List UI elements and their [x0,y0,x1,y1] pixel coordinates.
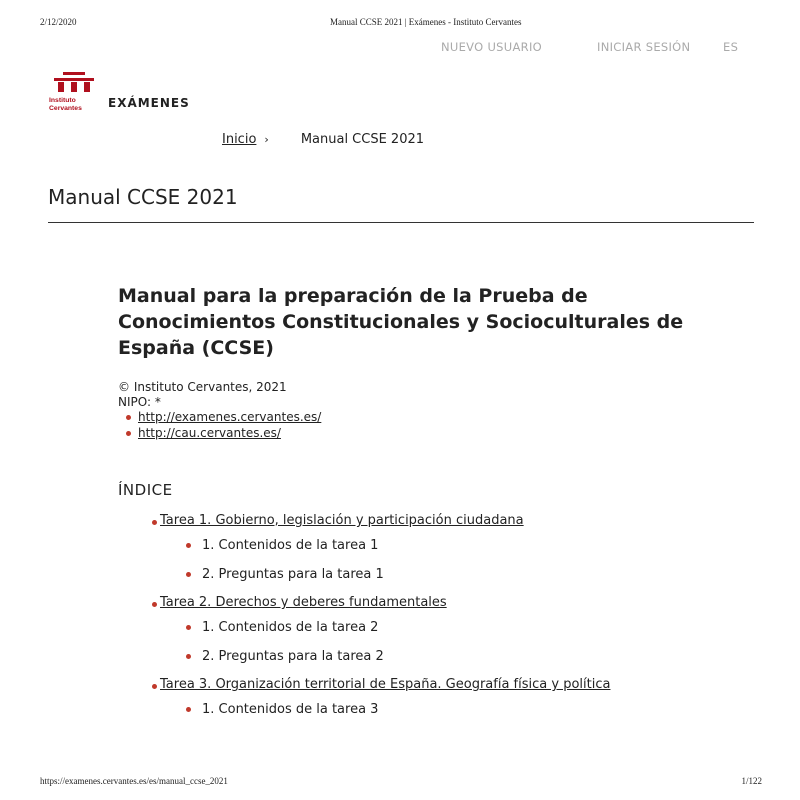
language-selector[interactable]: ES [723,40,739,54]
toc-sub-label[interactable]: 1. Contenidos de la tarea 2 [202,620,379,635]
logo-mark [54,72,94,92]
logo-line1: Instituto [49,97,76,104]
breadcrumb-current: Manual CCSE 2021 [300,132,425,147]
bullet-icon [152,520,157,525]
instituto-cervantes-logo[interactable] [48,72,100,114]
toc-sub-item[interactable] [150,648,690,665]
breadcrumb-separator-icon: › [264,133,269,146]
print-footer [0,770,800,800]
breadcrumb-home-link[interactable]: Inicio [222,132,257,147]
print-page-title: Manual CCSE 2021 | Exámenes - Instituto Cervantes [330,17,522,27]
toc-sub-item[interactable] [150,701,690,718]
bullet-icon [186,707,191,712]
list-item [124,409,321,425]
bullet-icon [152,602,157,607]
toc-sub-item[interactable] [150,537,690,554]
toc-task-3-link[interactable]: Tarea 3. Organización territorial de España. Geografía física y política [160,677,611,692]
toc-sub-item[interactable] [150,619,690,636]
toc-task-1-link[interactable]: Tarea 1. Gobierno, legislación y participación ciudadana [160,513,524,528]
bullet-icon [186,572,191,577]
print-date: 2/12/2020 [40,17,77,27]
bullet-icon [152,684,157,689]
brand-examenes[interactable]: EXÁMENES [108,96,190,110]
logo-line2: Cervantes [49,105,82,112]
bullet-icon [186,654,191,659]
toc-task-2-link[interactable]: Tarea 2. Derechos y deberes fundamentales [160,595,447,610]
document-meta [118,380,287,410]
login-link[interactable]: INICIAR SESIÓN [597,40,691,54]
copyright-text: © Instituto Cervantes, 2021 [118,380,287,394]
toc-task-3[interactable] [150,676,690,693]
nipo-text: NIPO: * [118,395,161,409]
print-url: https://examenes.cervantes.es/es/manual_ccse_2021 [40,776,228,786]
index-heading: ÍNDICE [118,481,173,499]
bullet-icon [126,415,131,420]
toc-sub-label[interactable]: 1. Contenidos de la tarea 1 [202,538,379,553]
table-of-contents [150,512,690,718]
bullet-icon [126,431,131,436]
new-user-link[interactable]: NUEVO USUARIO [441,40,542,54]
breadcrumb [222,132,424,147]
page-title: Manual CCSE 2021 [48,185,238,209]
list-item [124,425,321,441]
document-title: Manual para la preparación de la Prueba de Conocimientos Constitucionales y Socioculturales de España (CCSE) [118,285,684,359]
toc-task-2[interactable] [150,594,690,611]
toc-sub-label[interactable]: 1. Contenidos de la tarea 3 [202,702,379,717]
toc-sub-label[interactable]: 2. Preguntas para la tarea 1 [202,567,384,582]
cau-link[interactable]: http://cau.cervantes.es/ [138,426,281,440]
title-divider [48,222,754,223]
page-number: 1/122 [741,776,762,786]
examenes-link[interactable]: http://examenes.cervantes.es/ [138,410,322,424]
bullet-icon [186,625,191,630]
top-nav [0,40,800,56]
toc-sub-item[interactable] [150,566,690,583]
bullet-icon [186,543,191,548]
toc-task-1[interactable] [150,512,690,529]
toc-sub-label[interactable]: 2. Preguntas para la tarea 2 [202,649,384,664]
print-header [0,0,800,44]
reference-links [124,409,321,441]
